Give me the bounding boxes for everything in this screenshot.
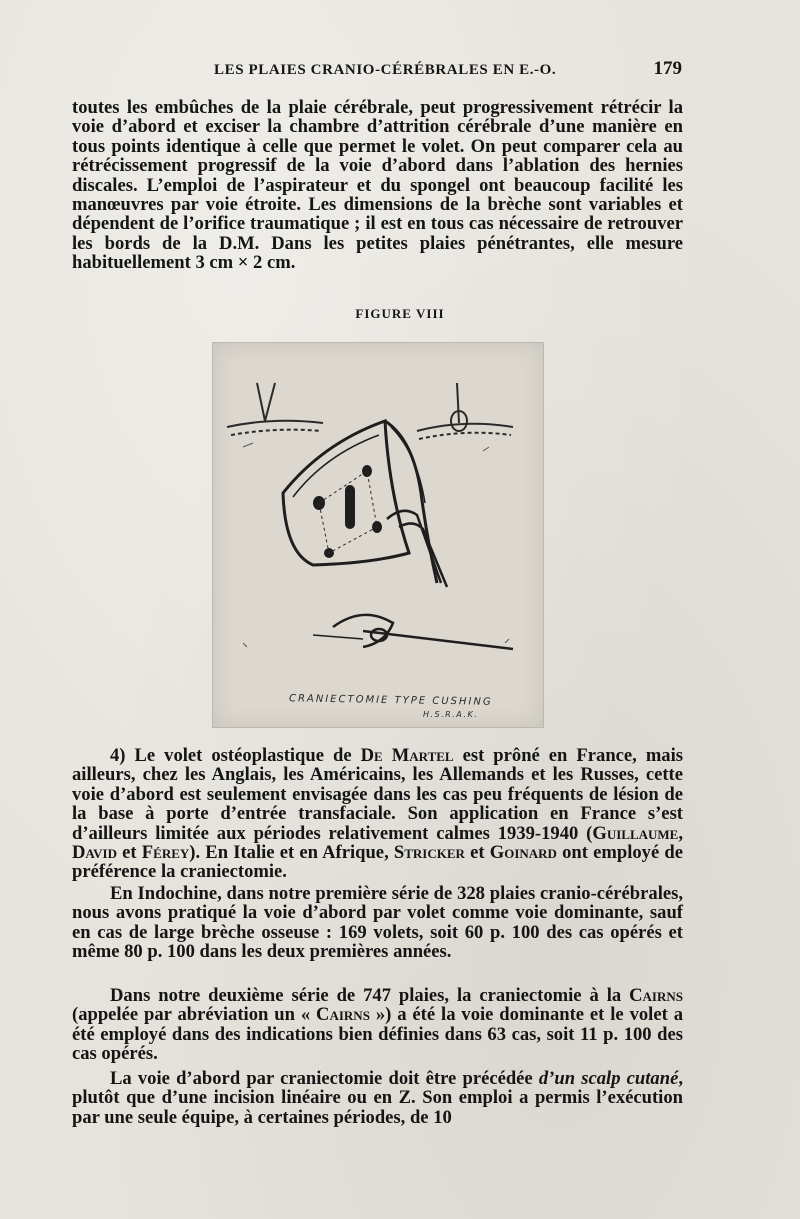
author-name: Cairns	[629, 985, 683, 1006]
paragraph-4	[72, 986, 683, 1064]
author-name: Stricker	[393, 842, 465, 864]
text-run: Dans notre deuxième série de 747 plaies, la craniectomie à la	[110, 985, 630, 1006]
figure-credit: H.S.R.A.K.	[423, 710, 479, 719]
text-run: ). En Italie et en Afrique,	[189, 842, 394, 864]
text-run: , plutôt que d’une incision linéaire ou en Z. Son emploi a permis l’exécution par une seule équipe, à certaines périodes, de 10	[72, 1068, 683, 1128]
text-run: et	[116, 842, 142, 864]
text-run: ont employé de préférence la craniectomie.	[72, 842, 683, 883]
author-name: De Martel	[360, 745, 454, 766]
running-head: LES PLAIES CRANIO-CÉRÉBRALES EN E.-O.	[214, 62, 557, 78]
figure-illustration	[212, 342, 544, 728]
paragraph-2	[72, 746, 683, 882]
emphasis-text: d’un scalp cutané	[538, 1068, 679, 1089]
paragraph-1: toutes les embûches de la plaie cérébrale, peut progressivement rétrécir la voie d’abord et exciser la chambre d’attrition cérébrale d’une manière en tous points identique à celle que permet le volet. On peut comparer cela au rétrécissement progressif de la voie d’abord dans l’ablation des hernies discales. L’emploi de l’aspirateur et du spongel ont beaucoup facilité les manœuvres par voie étroite. Les dimensions de la brèche sont variables et dépendent de l’orifice traumatique ; il est en tous cas nécessaire de retrouver les bords de la D.M. Dans les petites plaies pénétrantes, elle mesure habituellement 3 cm × 2 cm.	[72, 97, 683, 274]
text-run: est prôné en France, mais ailleurs, chez les Anglais, les Américains, les Allemands et les Russes, cette voie d’abord est seulement envisagée dans les cas peu fréquents de lésion de la base à porte d’entrée transfaciale. Son application en France s’est d’ailleurs limitée aux périodes relativement calmes 1939-1940 (	[72, 745, 684, 844]
text-run: 4) Le volet ostéoplastique de	[110, 745, 361, 766]
text-run: et	[464, 842, 490, 864]
craniectomy-sketch	[213, 343, 543, 727]
text-run: ») a été la voie dominante et le volet a été employé dans des indications bien définies dans 63 cas, soit 11 p. 100 des cas opérés.	[72, 1004, 683, 1065]
author-name: Goinard	[489, 842, 557, 864]
author-name: David	[72, 842, 117, 864]
figure-title: FIGURE VIII	[355, 306, 445, 321]
author-name: Férey	[141, 842, 190, 864]
paragraph-3: En Indochine, dans notre première série de 328 plaies cranio-cérébrales, nous avons pratiqué la voie d’abord par volet comme voie dominante, sauf en cas de large brèche osseuse : 169 volets, soit 60 p. 100 des cas opérés et même 80 p. 100 dans les deux premières années.	[72, 883, 683, 963]
text-run: La voie d’abord par craniectomie doit être précédée	[110, 1068, 539, 1089]
page-number: 179	[653, 58, 682, 79]
paragraph-5	[72, 1069, 683, 1127]
text-run: ,	[678, 822, 683, 844]
figure-caption: CRANIECTOMIE TYPE CUSHING	[288, 693, 493, 708]
author-name: Guillaume	[592, 822, 679, 844]
text-run: (appelée par abréviation un «	[72, 1004, 317, 1026]
author-name: Cairns	[316, 1004, 370, 1026]
page-header	[0, 58, 800, 84]
